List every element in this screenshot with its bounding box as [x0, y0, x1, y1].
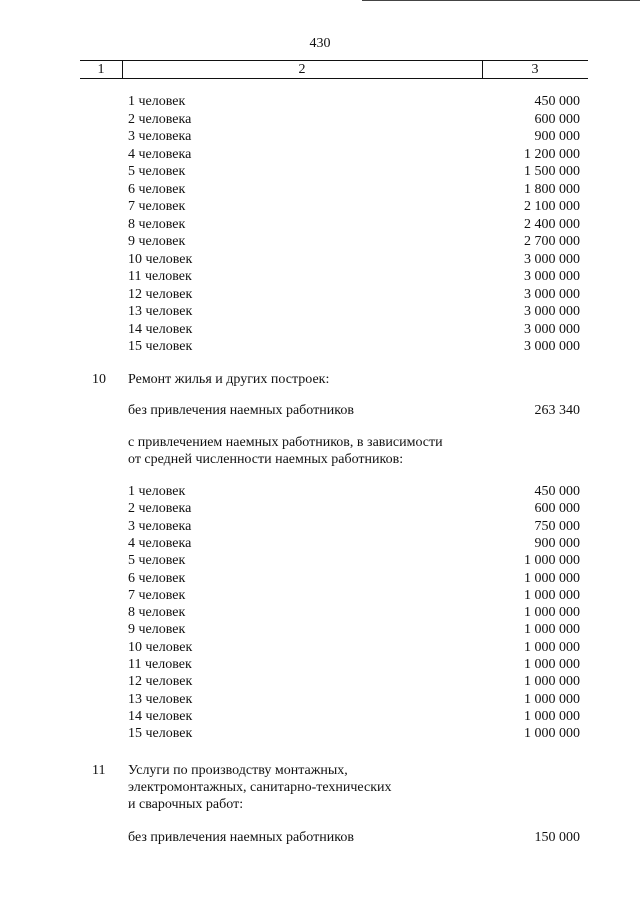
list-item-label: 8 человек — [128, 605, 186, 621]
list-item-value: 3 000 000 — [524, 339, 580, 354]
table-header — [80, 60, 588, 79]
list-item-label: 13 человек — [128, 691, 193, 707]
list-item-label: 7 человек — [128, 587, 186, 603]
list-item-label: 9 человек — [128, 234, 186, 249]
list-item-label: 12 человек — [128, 674, 193, 690]
section11-title-line2: электромонтажных, санитарно-технических — [128, 780, 392, 795]
section10-title: Ремонт жилья и других построек: — [128, 372, 330, 387]
list-item-value: 2 100 000 — [524, 199, 580, 214]
list-item-label: 12 человек — [128, 286, 193, 302]
list-item-label: 15 человек — [128, 339, 193, 354]
section11-title-line1: Услуги по производству монтажных, — [128, 763, 348, 778]
list-item-value: 1 000 000 — [524, 587, 580, 603]
list-item-label: 2 человека — [128, 501, 192, 517]
section10-number: 10 — [92, 372, 106, 387]
list-item-value: 750 000 — [534, 518, 580, 534]
list-item-label: 14 человек — [128, 708, 193, 724]
list-item-value: 450 000 — [534, 484, 580, 499]
list-item-label: 2 человека — [128, 111, 192, 127]
section11-number: 11 — [92, 763, 106, 778]
list-item-label: 11 человек — [128, 657, 192, 672]
section11-no-hired-value: 150 000 — [534, 830, 580, 845]
list-item-label: 1 человек — [128, 94, 186, 109]
list-item-value: 600 000 — [534, 111, 580, 127]
header-col-1: 1 — [97, 62, 105, 77]
list-item-label: 10 человек — [128, 639, 193, 655]
section10-with-hired-line1: с привлечением наемных работников, в зависимости — [128, 435, 443, 450]
list-item-value: 3 000 000 — [524, 321, 580, 337]
list-item-value: 3 000 000 — [524, 286, 580, 302]
list-item-value: 600 000 — [534, 501, 580, 517]
list-item-value: 3 000 000 — [524, 251, 580, 267]
page-number: 430 — [309, 36, 331, 51]
list-item-value: 1 000 000 — [524, 691, 580, 707]
list-item-label: 14 человек — [128, 321, 193, 337]
list-item-label: 5 человек — [128, 553, 186, 569]
list-item-value: 1 000 000 — [524, 657, 580, 672]
list-item-label: 13 человек — [128, 304, 193, 319]
list-item-label: 15 человек — [128, 726, 193, 742]
list-item-value: 1 000 000 — [524, 708, 580, 724]
section10-no-hired-label: без привлечения наемных работников — [128, 403, 354, 418]
list-item-label: 10 человек — [128, 251, 193, 267]
list-item-value: 1 000 000 — [524, 639, 580, 655]
list-item-label: 3 человека — [128, 129, 192, 144]
list-item-label: 4 человека — [128, 535, 192, 551]
section10-no-hired-value: 263 340 — [534, 403, 580, 418]
list-item-value: 1 000 000 — [524, 553, 580, 569]
list-item-value: 1 000 000 — [524, 622, 580, 638]
list-item-label: 11 человек — [128, 269, 192, 284]
list-item-value: 1 000 000 — [524, 674, 580, 690]
list-item-label: 4 человека — [128, 146, 192, 162]
list-item-value: 2 700 000 — [524, 234, 580, 249]
list-item-value: 900 000 — [534, 535, 580, 551]
list-item-value: 1 000 000 — [524, 570, 580, 586]
list-item-label: 6 человек — [128, 181, 186, 197]
list-item-value: 3 000 000 — [524, 269, 580, 284]
list-item-value: 3 000 000 — [524, 304, 580, 319]
list-item-value: 1 800 000 — [524, 181, 580, 197]
list-item-label: 7 человек — [128, 199, 186, 214]
list-item-value: 2 400 000 — [524, 216, 580, 232]
list-item-value: 1 000 000 — [524, 605, 580, 621]
list-item-label: 5 человек — [128, 164, 186, 179]
list-item-value: 1 000 000 — [524, 726, 580, 742]
top-rule — [362, 0, 640, 1]
section11-no-hired-label: без привлечения наемных работников — [128, 830, 354, 845]
list-item-value: 1 500 000 — [524, 164, 580, 179]
list-item-value: 900 000 — [534, 129, 580, 144]
section10-with-hired-line2: от средней численности наемных работников: — [128, 452, 404, 467]
list-item-label: 8 человек — [128, 216, 186, 232]
section11-title-line3: и сварочных работ: — [128, 797, 244, 812]
header-col-3: 3 — [531, 62, 539, 77]
list-item-label: 3 человека — [128, 518, 192, 534]
list-item-label: 9 человек — [128, 622, 186, 638]
list-item-label: 6 человек — [128, 570, 186, 586]
header-col-2: 2 — [298, 62, 306, 77]
list-item-label: 1 человек — [128, 484, 186, 499]
list-item-value: 1 200 000 — [524, 146, 580, 162]
list-item-value: 450 000 — [534, 94, 580, 109]
